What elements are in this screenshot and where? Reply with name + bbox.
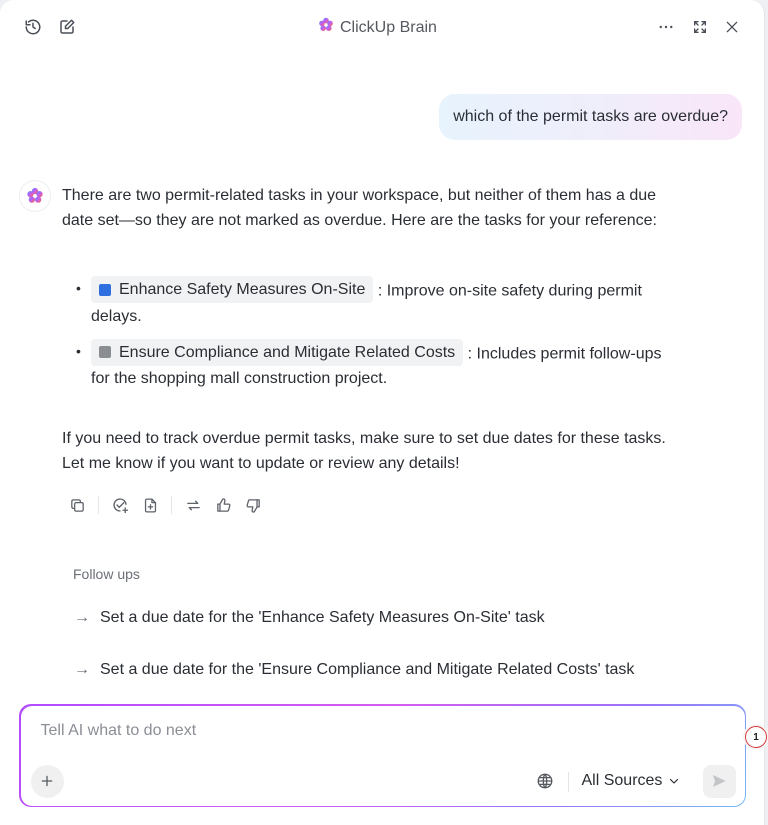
ai-avatar [19,180,51,212]
sources-dropdown[interactable] [582,772,681,790]
task-description-cont: delays. [91,307,142,325]
close-icon[interactable] [721,16,743,38]
task-name: Ensure Compliance and Mitigate Related Costs [119,343,456,361]
followup-item[interactable] [74,609,545,627]
new-chat-icon[interactable] [56,16,78,38]
ai-intro-line: There are two permit-related tasks in your workspace, but neither of them has a due [62,187,657,204]
task-description: : Improve on-site safety during permit [377,282,642,300]
bullet-dot: • [76,342,81,359]
composer-inner [21,706,745,806]
copy-icon[interactable] [66,494,88,516]
task-list [62,276,702,401]
ai-response-outro [62,426,742,476]
thumbs-up-icon[interactable] [212,494,234,516]
followups-label: Follow ups [73,566,140,582]
arrow-right-icon: → [74,661,90,678]
chevron-down-icon [668,775,680,787]
send-icon [711,773,727,789]
notification-badge[interactable]: 1 [745,726,767,748]
task-list-item [62,339,702,392]
task-status-icon [99,284,111,296]
followup-text: Set a due date for the 'Enhance Safety Measures On-Site' task [100,609,545,626]
task-description-cont: for the shopping mall construction project. [91,370,388,387]
task-chip[interactable] [91,339,463,366]
panel-title-text: ClickUp Brain [340,18,437,36]
prompt-input[interactable] [41,722,681,740]
task-description: : Includes permit follow-ups [467,345,662,362]
ai-outro-line: Let me know if you want to update or review any details! [62,455,460,472]
arrow-right-icon: → [74,609,90,626]
plus-icon [40,774,54,788]
task-status-icon [99,346,111,358]
panel-header [0,0,765,56]
bullet-dot: • [76,280,81,296]
divider [98,496,99,514]
sources-label: All Sources [581,771,663,789]
followup-item[interactable] [74,661,634,679]
response-actions [66,494,272,516]
user-message-text: which of the permit tasks are overdue? [453,108,728,125]
add-attachment-button[interactable] [31,765,64,798]
task-list-item [62,276,702,329]
ai-outro-line: If you need to track overdue permit tasks, make sure to set due dates for these tasks. [62,430,666,447]
followup-text: Set a due date for the 'Ensure Compliance and Mitigate Related Costs' task [100,661,635,678]
more-icon[interactable] [655,16,677,38]
user-message-bubble [439,94,742,140]
ai-intro-line: date set—so they are not marked as overdue. Here are the tasks for your reference: [62,212,657,229]
create-doc-icon[interactable] [139,494,161,516]
create-task-icon[interactable] [109,494,131,516]
composer [19,704,746,807]
task-chip[interactable] [91,276,373,303]
thumbs-down-icon[interactable] [242,494,264,516]
history-icon[interactable] [22,16,44,38]
divider [568,772,569,792]
expand-icon[interactable] [689,16,711,38]
panel-title [318,17,437,38]
ai-response-intro [62,183,742,233]
brain-logo-icon [318,17,334,38]
divider [171,496,172,514]
brain-logo-icon [26,187,44,205]
task-name: Enhance Safety Measures On-Site [119,281,366,298]
send-button[interactable] [703,765,736,798]
globe-icon[interactable] [536,772,556,792]
regenerate-icon[interactable] [182,494,204,516]
